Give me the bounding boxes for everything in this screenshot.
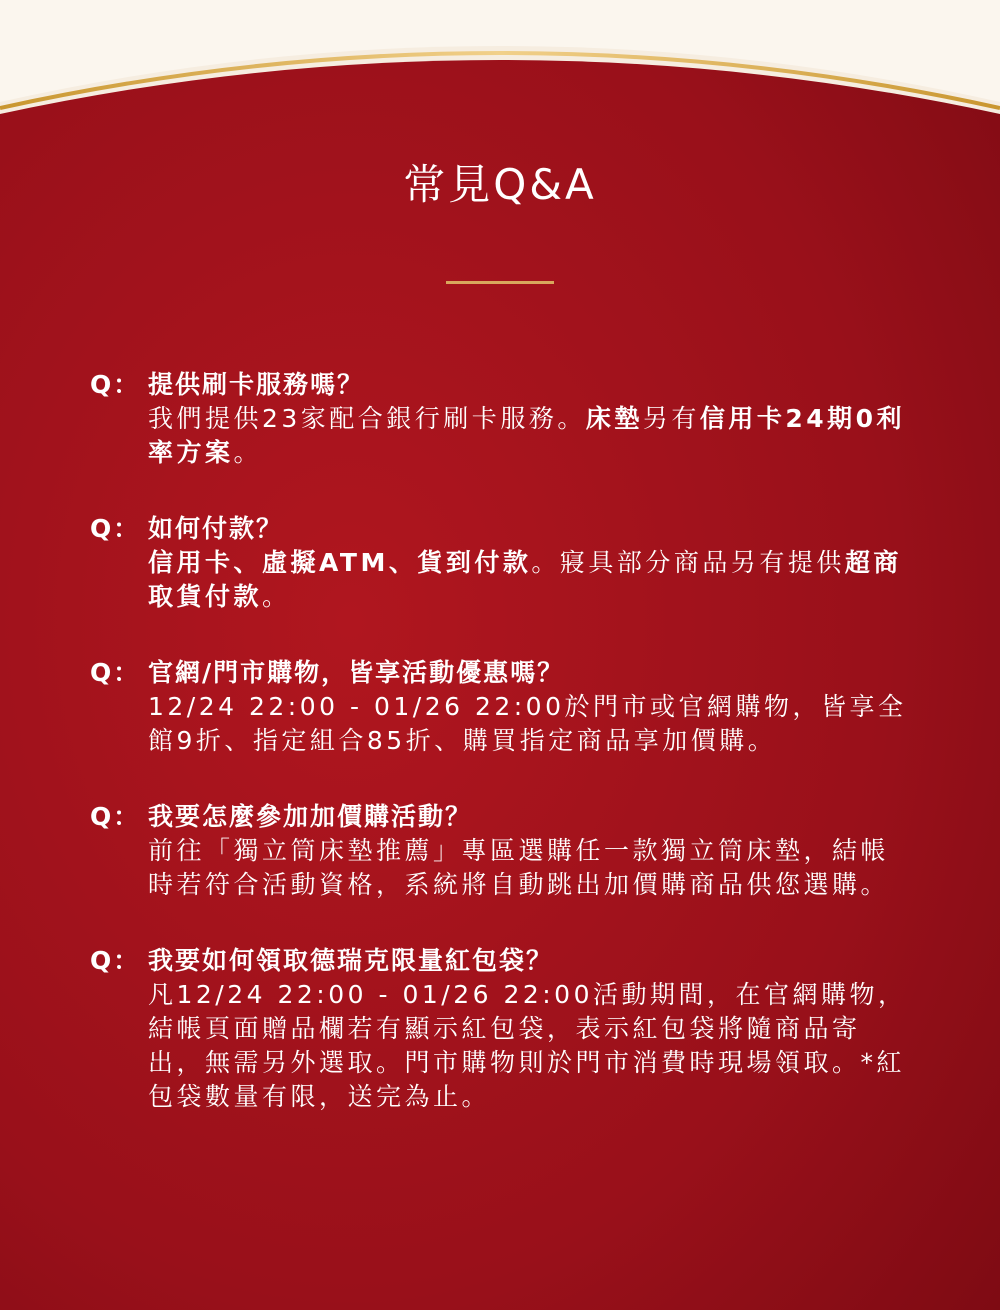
answer-segment: 。 [233,438,263,467]
question-label: Q： [90,514,141,543]
faq-item [90,800,920,902]
question-label: Q： [90,370,141,399]
faq-body [148,368,910,470]
question-label: Q： [90,658,141,687]
faq-body [148,512,910,614]
faq-body [148,944,910,1114]
page-title: 常見Q&A [403,160,597,209]
faq-item [90,368,920,470]
answer-segment: 。寢具部分商品另有提供 [531,548,845,577]
title-divider [446,281,554,284]
answer-segment: 凡12/24 22:00 - 01/26 22:00活動期間，在官網購物，結帳頁面贈品欄若有顯示紅包袋，表示紅包袋將隨商品寄出，無需另外選取。門市購物則於門市消費時現場領取。*紅包袋數量有限，送完為止。 [148,980,907,1111]
question-text: 我要怎麼參加加價購活動？ [148,802,473,831]
faq-list [90,368,920,1156]
faq-item [90,656,920,758]
answer-highlight: 床墊 [585,404,643,433]
answer-segment: 前往「獨立筒床墊推薦」專區選購任一款獨立筒床墊，結帳時若符合活動資格，系統將自動跳出加價購商品供您選購。 [148,836,890,899]
answer-text [148,834,910,902]
answer-highlight: 信用卡、虛擬ATM、貨到付款 [148,548,532,577]
faq-body [148,800,910,902]
faq-item [90,944,920,1114]
answer-highlight: 超商取貨付款 [148,548,902,611]
answer-text [148,690,910,758]
faq-body [148,656,910,758]
answer-segment: 我們提供23家配合銀行刷卡服務。 [148,404,586,433]
answer-segment: 另有 [642,404,700,433]
question-label: Q： [90,946,141,975]
question-text: 如何付款？ [148,514,284,543]
answer-text [148,978,910,1114]
question-text: 我要如何領取德瑞克限量紅包袋？ [148,946,554,975]
answer-highlight: 信用卡24期0利率方案 [148,404,906,467]
question-label: Q： [90,802,141,831]
answer-text [148,402,910,470]
faq-item [90,512,920,614]
answer-segment: 。 [262,582,291,611]
answer-text [148,546,910,614]
question-text: 提供刷卡服務嗎？ [148,370,365,399]
question-text: 官網/門市購物，皆享活動優惠嗎？ [148,658,565,687]
answer-segment: 12/24 22:00 - 01/26 22:00於門市或官網購物，皆享全館9折、指定組合85折、購買指定商品享加價購。 [148,692,907,755]
